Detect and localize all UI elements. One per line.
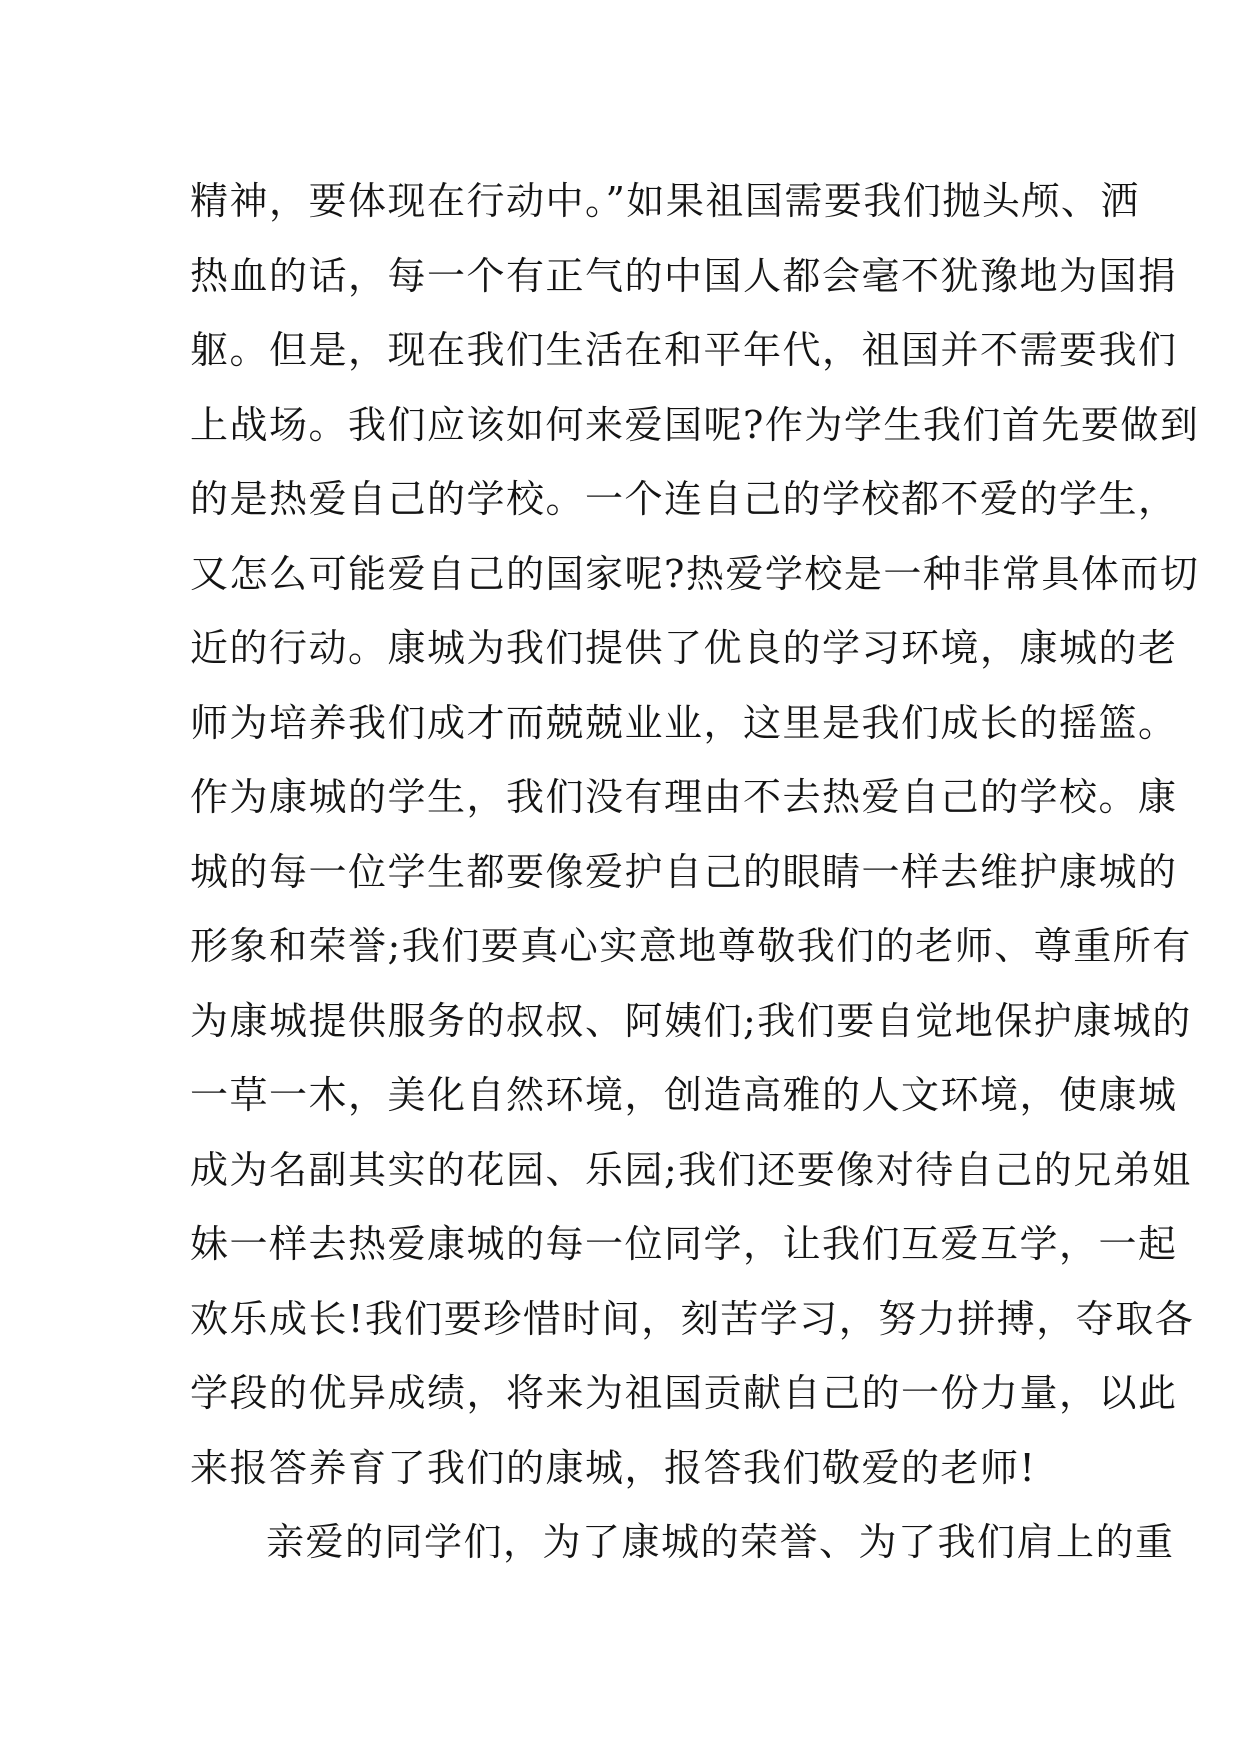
text-line: 上战场。我们应该如何来爱国呢?作为学生我们首先要做到 [190, 402, 1200, 447]
text-line: 来报答养育了我们的康城，报答我们敬爱的老师! [190, 1445, 1037, 1490]
text-line: 成为名副其实的花园、乐园;我们还要像对待自己的兄弟姐 [190, 1147, 1192, 1192]
text-line: 的是热爱自己的学校。一个连自己的学校都不爱的学生， [190, 477, 1178, 521]
text-line: 学段的优异成绩，将来为祖国贡献自己的一份力量，以此 [190, 1371, 1178, 1415]
paragraph [190, 1505, 1175, 1580]
text-line: 热血的话，每一个有正气的中国人都会毫不犹豫地为国捐 [190, 253, 1178, 298]
text-line: 形象和荣誉;我们要真心实意地尊敬我们的老师、尊重所有 [190, 924, 1192, 968]
text-line: 又怎么可能爱自己的国家呢?热爱学校是一种非常具体而切 [190, 551, 1200, 596]
paragraph [190, 164, 1200, 1505]
text-line: 妹一样去热爱康城的每一位同学，让我们互爱互学，一起 [190, 1222, 1178, 1266]
text-line: 欢乐成长!我们要珍惜时间，刻苦学习，努力拼搏，夺取各 [190, 1296, 1195, 1341]
document-body [190, 164, 1200, 1580]
text-line: 一草一木，美化自然环境，创造高雅的人文环境，使康城 [190, 1073, 1178, 1117]
text-line: 为康城提供服务的叔叔、阿姨们;我们要自觉地保护康城的 [190, 998, 1192, 1043]
text-line: 亲爱的同学们，为了康城的荣誉、为了我们肩上的重 [266, 1520, 1175, 1564]
text-line: 近的行动。康城为我们提供了优良的学习环境，康城的老 [190, 626, 1178, 670]
text-line: 精神，要体现在行动中。”如果祖国需要我们抛头颅、洒 [190, 179, 1140, 223]
text-line: 城的每一位学生都要像爱护自己的眼睛一样去维护康城的 [190, 849, 1178, 894]
text-line: 师为培养我们成才而兢兢业业，这里是我们成长的摇篮。 [190, 700, 1178, 745]
text-line: 躯。但是，现在我们生活在和平年代，祖国并不需要我们 [190, 328, 1178, 372]
text-line: 作为康城的学生，我们没有理由不去热爱自己的学校。康 [190, 775, 1178, 819]
